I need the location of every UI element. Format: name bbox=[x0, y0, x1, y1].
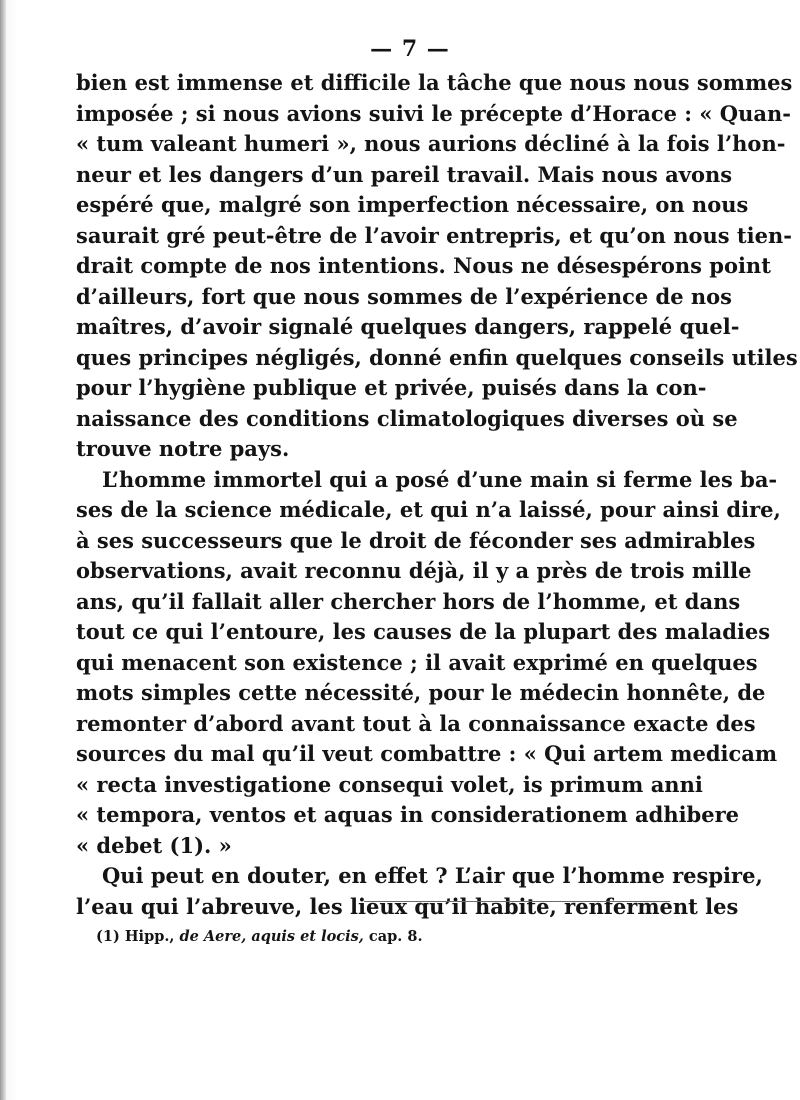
text-line: observations, avait reconnu déjà, il y a près de trois mille bbox=[76, 558, 752, 583]
text-line: naissance des conditions climatologiques diverses où se bbox=[76, 405, 738, 431]
text-line: « tum valeant humeri », nous aurions décliné à la fois l’hon- bbox=[76, 131, 786, 156]
text-line: mots simples cette nécessité, pour le médecin honnête, de bbox=[76, 680, 766, 705]
text-line: imposée ; si nous avions suivi le précepte d’Horace : « Quan- bbox=[76, 100, 791, 126]
text-line: neur et les dangers d’un pareil travail. Mais nous avons bbox=[76, 161, 733, 187]
text-line: pour l’hygiène publique et privée, puisés dans la con- bbox=[76, 375, 707, 400]
footnote-suffix: cap. 8. bbox=[363, 928, 423, 945]
text-line: ques principes négligés, donné enfin quelques conseils utiles bbox=[76, 344, 798, 370]
footnote-prefix: (1) Hipp., bbox=[96, 928, 180, 945]
body-text bbox=[76, 68, 798, 922]
text-line: trouve notre pays. bbox=[76, 436, 290, 461]
text-line: tout ce qui l’entoure, les causes de la plupart des maladies bbox=[76, 619, 771, 644]
text-line: « debet (1). » bbox=[76, 832, 232, 858]
text-line: Qui peut en douter, en effet ? L’air que l’homme respire, bbox=[102, 863, 763, 888]
text-line: ses de la science médicale, et qui n’a laissé, pour ainsi dire, bbox=[76, 497, 781, 522]
page-number: — 7 — bbox=[370, 36, 450, 62]
text-line: « tempora, ventos et aquas in considerationem adhibere bbox=[76, 802, 740, 827]
text-line: maîtres, d’avoir signalé quelques dangers, rappelé quel- bbox=[76, 314, 740, 339]
text-line: l’eau qui l’abreuve, les lieux qu’il habite, renferment les bbox=[76, 893, 739, 919]
text-line: qui menacent son existence ; il avait exprimé en quelques bbox=[76, 649, 758, 675]
footnote bbox=[96, 928, 423, 945]
page-binding-edge bbox=[0, 0, 6, 1100]
text-line: espéré que, malgré son imperfection nécessaire, on nous bbox=[76, 192, 749, 217]
text-line: ans, qu’il fallait aller chercher hors de l’homme, et dans bbox=[76, 588, 741, 614]
text-line: à ses successeurs que le droit de féconder ses admirables bbox=[76, 527, 756, 553]
text-line: bien est immense et difficile la tâche que nous nous sommes bbox=[76, 70, 793, 95]
text-line: L’homme immortel qui a posé d’une main si ferme les ba- bbox=[102, 466, 778, 492]
text-line: saurait gré peut-être de l’avoir entrepris, et qu’on nous tien- bbox=[76, 222, 792, 248]
footnote-rule bbox=[364, 901, 670, 902]
text-line: remonter d’abord avant tout à la connaissance exacte des bbox=[76, 710, 756, 736]
footnote-title: de Aere, aquis et locis, bbox=[179, 928, 364, 945]
text-line: « recta investigatione consequi volet, is primum anni bbox=[76, 771, 703, 797]
text-line: drait compte de nos intentions. Nous ne désespérons point bbox=[76, 253, 771, 278]
text-line: d’ailleurs, fort que nous sommes de l’expérience de nos bbox=[76, 283, 733, 309]
text-line: sources du mal qu’il veut combattre : « Qui artem medicam bbox=[76, 741, 778, 766]
